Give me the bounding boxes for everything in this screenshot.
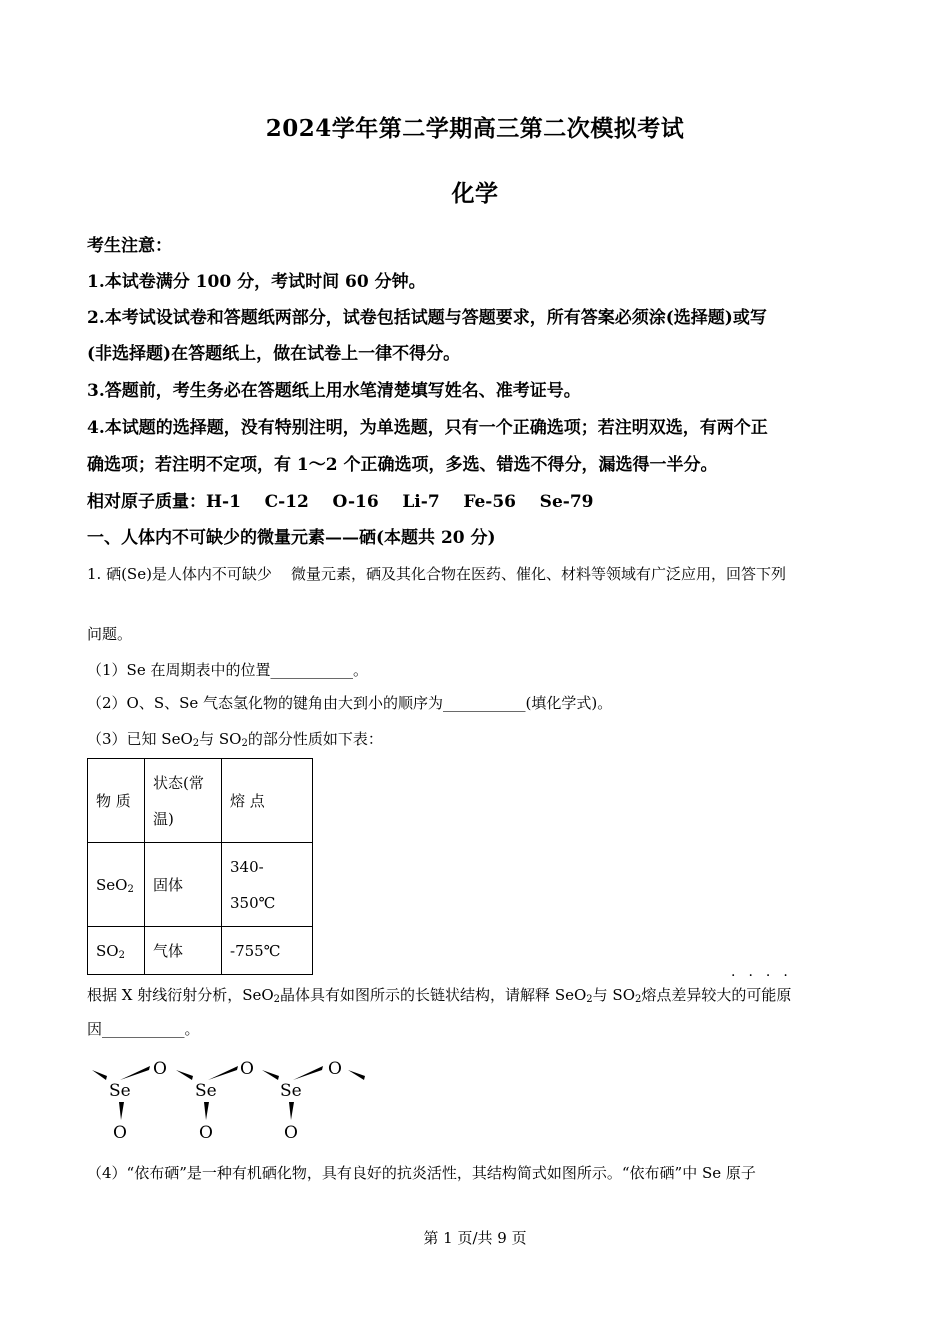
cell-so2-mp: -755℃ [222, 927, 313, 975]
cell-seo2-mp: 340- 350℃ [222, 843, 313, 927]
question-1-line-2: 问题。 [87, 625, 133, 643]
seo2-chain-diagram [86, 1052, 386, 1147]
cell-so2-state: 气体 [145, 927, 222, 975]
o-label: O [284, 1123, 298, 1143]
subquestion-3: （3）已知 SeO$_2$与 $SO_2$的部分性质如下表： [87, 730, 383, 749]
notice-heading: 考生注意： [87, 236, 172, 256]
header-melting-point: 熔 点 [222, 759, 313, 843]
explain-line-1: 根据 X 射线衍射分析，SeO$_2$晶体具有如图所示的长链状结构，请解释 SeO$_2$与 $SO_2$熔点差异较大的可能原 [87, 986, 792, 1005]
se-label: Se [109, 1081, 131, 1101]
section-1-title: 一、人体内不可缺少的微量元素——硒(本题共 20 分) [87, 528, 496, 548]
notice-item-1: 1.本试卷满分 100 分，考试时间 60 分钟。 [87, 272, 426, 292]
header-substance: 物 质 [88, 759, 145, 843]
property-table [87, 758, 313, 975]
subquestion-1: （1）Se 在周期表中的位置___________。 [87, 661, 368, 679]
question-1-line-1: 1. 硒(Se)是人体内不可缺少 微量元素，硒及其化合物在医药、催化、材料等领域有广泛应用，回答下列 [87, 565, 787, 583]
table-row [88, 843, 313, 927]
se-label: Se [195, 1081, 217, 1101]
notice-item-2-line-2: (非选择题)在答题纸上，做在试卷上一律不得分。 [87, 344, 461, 364]
exam-title: 2024学年第二学期高三第二次模拟考试 [265, 115, 685, 142]
o-label: O [153, 1059, 167, 1079]
subquestion-2: （2）O、S、Se 气态氢化物的键角由大到小的顺序为___________(填化学式)。 [87, 694, 613, 712]
cell-so2: $SO_2$ [88, 927, 145, 975]
cell-seo2: SeO$_2$ [88, 843, 145, 927]
o-label: O [328, 1059, 342, 1079]
atomic-mass: 相对原子质量：H-1 C-12 O-16 Li-7 Fe-56 Se-79 [87, 492, 594, 512]
cell-seo2-state: 固体 [145, 843, 222, 927]
o-label: O [240, 1059, 254, 1079]
table-header-row [88, 759, 313, 843]
emphasis-dots: ···· [731, 968, 801, 984]
subject-title: 化学 [451, 180, 499, 207]
explain-line-2: 因___________。 [87, 1020, 200, 1038]
o-label: O [113, 1123, 127, 1143]
table-row [88, 927, 313, 975]
o-label: O [199, 1123, 213, 1143]
notice-item-4-line-2: 确选项；若注明不定项，有 1～2 个正确选项，多选、错选不得分，漏选得一半分。 [87, 455, 718, 475]
header-state: 状态(常 温) [145, 759, 222, 843]
notice-item-3: 3.答题前，考生务必在答题纸上用水笔清楚填写姓名、准考证号。 [87, 381, 581, 401]
notice-item-4-line-1: 4.本试题的选择题，没有特别注明，为单选题，只有一个正确选项；若注明双选，有两个正 [87, 418, 768, 438]
notice-item-2-line-1: 2.本考试设试卷和答题纸两部分，试卷包括试题与答题要求，所有答案必须涂(选择题)或写 [87, 308, 767, 328]
page-footer: 第 1 页/共 9 页 [423, 1229, 527, 1247]
se-label: Se [280, 1081, 302, 1101]
subquestion-4: （4）“依布硒”是一种有机硒化物，具有良好的抗炎活性，其结构简式如图所示。“依布硒”中 Se 原子 [87, 1164, 756, 1182]
